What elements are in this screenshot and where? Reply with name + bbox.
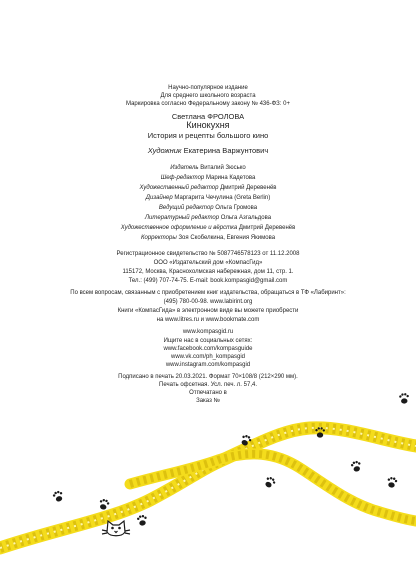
credit-line: Художественное оформление и вёрстка Дмитрий Деревенёв	[120, 225, 296, 231]
social-link-vk[interactable]: www.vk.com/ph_kompasgid	[170, 354, 246, 360]
registration-number: Регистрационное свидетельство № 5087746578123 от 11.12.2008	[116, 251, 300, 257]
print-signed: Подписано в печать 20.03.2021. Формат 70×108/8 (212×290 мм).	[118, 374, 298, 380]
social-link-facebook[interactable]: www.facebook.com/kompasguide	[163, 346, 253, 352]
book-title: Кинокухня	[186, 120, 230, 130]
social-heading: Ищите нас в социальных сетях:	[163, 338, 253, 344]
age-group: Для среднего школьного возраста	[160, 93, 256, 99]
order-number: Заказ №	[196, 398, 220, 404]
age-marking: Маркировка согласно Федеральному закону № 436-ФЗ: 0+	[126, 101, 290, 107]
tire-track	[0, 428, 416, 548]
website-link[interactable]: www.kompasgid.ru	[182, 329, 234, 335]
paw-print-icon	[52, 490, 65, 503]
credit-line: Художественный редактор Дмитрий Деревенёв	[139, 185, 277, 191]
publisher-address: 115172, Москва, Краснохолмская набережная, дом 11, стр. 1.	[122, 269, 294, 275]
distribution-phone: (495) 780-00-98. www.labirint.org	[163, 299, 253, 305]
paw-print-icon	[350, 460, 362, 473]
paw-print-icon	[98, 498, 110, 511]
ebook-stores: на www.litres.ru и www.bookmate.com	[156, 317, 260, 323]
edition-type: Научно-популярное издание	[168, 85, 248, 91]
paw-print-icon	[137, 514, 148, 526]
credit-line: Шеф-редактор Марина Кадетова	[160, 175, 256, 181]
illustrator-role: Художник	[147, 146, 182, 155]
credit-line: Дизайнер Маргарита Чечулина (Greta Berlin)	[145, 195, 271, 201]
publisher-name: ООО «Издательский дом «КомпасГид»	[153, 260, 263, 266]
social-link-instagram[interactable]: www.instagram.com/kompasgid	[165, 362, 251, 368]
book-subtitle: История и рецепты большого кино	[147, 131, 269, 140]
paw-print-icon	[399, 393, 410, 404]
paw-print-icon	[386, 476, 397, 488]
distribution-note: По всем вопросам, связанным с приобретением книг издательства, обращаться в ТФ «Лабиринт»:	[70, 290, 346, 296]
illustrator-name: Екатерина Варжунтович	[183, 146, 269, 155]
credit-line: Корректоры Зоя Скобелкина, Евгения Якимова	[140, 235, 276, 241]
author-name: Светлана ФРОЛОВА	[171, 112, 245, 121]
print-type: Печать офсетная. Усл. печ. л. 57,4.	[159, 382, 257, 388]
credit-line: Ведущий редактор Ольга Громова	[158, 205, 258, 211]
publisher-contacts: Тел.: (499) 707-74-75. E-mail: book.kompasgid@gmail.com	[128, 278, 288, 284]
paw-print-icon	[263, 475, 277, 489]
credit-line: Литературный редактор Ольга Азгальдова	[144, 215, 272, 221]
ebook-note: Книги «КомпасГида» в электронном виде вы можете приобрести	[117, 308, 299, 314]
credit-line: Издатель Виталий Зюсько	[170, 165, 246, 171]
printed-at: Отпечатано в	[189, 390, 227, 396]
